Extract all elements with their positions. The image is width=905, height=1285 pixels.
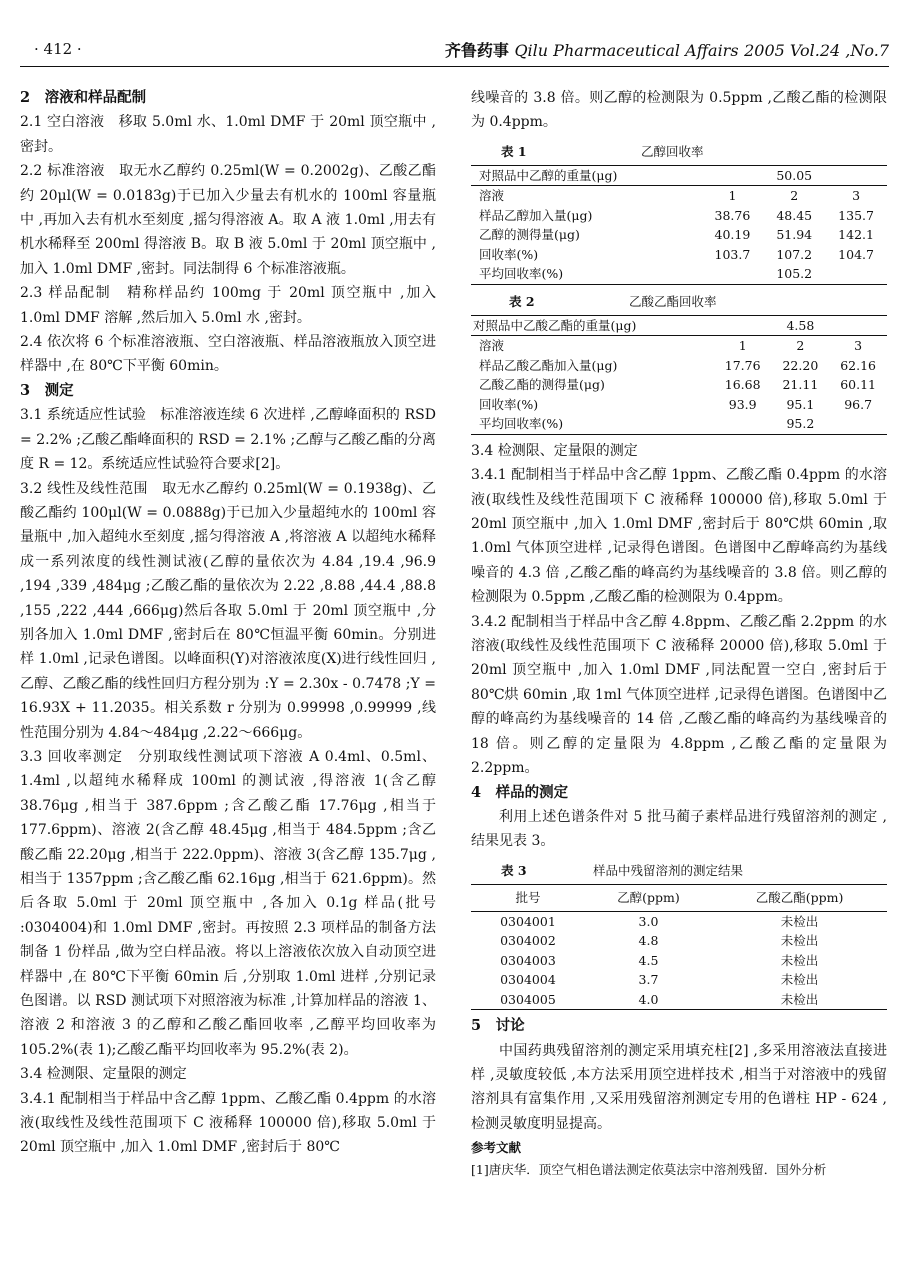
table-2-ref-value: 4.58 — [772, 315, 830, 336]
table-3-title: 样品中残留溶剂的测定结果 — [593, 862, 744, 878]
table-1-title: 乙醇回收率 — [641, 143, 704, 159]
table-row — [471, 225, 887, 245]
table-row — [471, 206, 887, 226]
table-3-caption — [471, 860, 887, 882]
table-1-number: 表 1 — [501, 143, 527, 159]
table-cell: 0304002 — [500, 933, 556, 949]
table-row-label: 回收率(%) — [479, 246, 539, 262]
table-cell: 103.7 — [714, 246, 751, 262]
table-cell: 未检出 — [712, 990, 887, 1010]
table-2-number: 表 2 — [509, 293, 535, 309]
section-3-2: 3.2 线性及线性范围 取无水乙醇约 0.25ml(W = 0.1938g)、乙酸乙酯约 100μl(W = 0.0888g)于已加入少量超纯水的 100ml 容量瓶中 ,加入超纯水至刻度 ,摇匀得溶液 A ,将溶液 A 以超纯水稀释成一系列浓度的线性测试液(乙醇的量依次为 4.84 ,19.4 ,96.9 ,194 ,339 ,484μg ;乙酸乙酯的量依次为 2.22 ,8.88 ,44.4 ,88.8 ,155 ,222 ,444 ,666μg)然后各取 5.0ml 于 20ml 顶空瓶中 ,分别各加入 1.0ml DMF ,密封后在 80℃恒温平衡 60min。分别进样 1.0ml ,记录色谱图。以峰面积(Y)对溶液浓度(X)进行线性回归 ,乙醇、乙酸乙酯的线性回归方程分别为 :Y = 2.30x - 0.7478 ;Y = 16.93X + 11.2035。相关系数 r 分别为 0.99998 ,0.99999 ,线性范围分别为 4.84～484μg ,2.22～666μg。 — [20, 480, 436, 741]
table-cell: 0304001 — [500, 913, 556, 929]
table-row — [471, 375, 887, 395]
table-cell: 3 — [829, 336, 887, 356]
table-cell: 1 — [714, 336, 772, 356]
continued-text: 线噪音的 3.8 倍。则乙醇的检测限为 0.5ppm ,乙酸乙酯的检测限为 0.4ppm。 — [471, 90, 887, 131]
table-row — [471, 395, 887, 415]
table-cell: 107.2 — [776, 246, 813, 262]
section-4-heading: 4 样品的测定 — [471, 783, 569, 801]
section-3-heading: 3 测定 — [20, 381, 74, 399]
table-cell: 60.11 — [840, 377, 877, 393]
table-1-solution-label: 溶液 — [471, 186, 702, 206]
left-column — [20, 86, 436, 1285]
section-2-3: 2.3 样品配制 精称样品约 100mg 于 20ml 顶空瓶中 ,加入 1.0ml DMF 溶解 ,然后加入 5.0ml 水 ,密封。 — [20, 285, 436, 326]
table-cell: 未检出 — [780, 933, 819, 949]
table-3-number: 表 3 — [501, 862, 527, 878]
table-1-caption — [471, 141, 887, 163]
table-cell: 22.20 — [782, 357, 819, 373]
table-cell: 21.11 — [782, 377, 819, 393]
table-cell: 2 — [763, 186, 825, 206]
table-cell: 4.8 — [638, 933, 659, 949]
section-3-4-2: 3.4.2 配制相当于样品中含乙醇 4.8ppm、乙酸乙酯 2.2ppm 的水溶液(取线性及线性范围项下 C 液稀释 20000 倍),移取 5.0ml 于 20ml 顶空瓶中 ,加入 1.0ml DMF ,同法配置一空白 ,密封后于 80℃烘 60min ,取 1ml 气体顶空进样 ,记录得色谱图。色谱图中乙醇的峰高约为基线噪音的 14 倍 ,乙酸乙酯的峰高约为基线噪音的 18 倍。则乙醇的定量限为 4.8ppm ,乙酸乙酯的定量限为 2.2ppm。 — [471, 613, 887, 777]
table-1-avg-label: 平均回收率(%) — [471, 264, 702, 284]
references-heading: 参考文献 — [471, 1140, 522, 1156]
table-row-label: 样品乙酸乙酯加入量(μg) — [479, 357, 618, 373]
table-cell: 93.9 — [728, 396, 757, 412]
table-cell: 96.7 — [844, 396, 873, 412]
table-cell: 3.0 — [638, 913, 659, 929]
table-row — [471, 970, 887, 990]
table-row-label: 乙酸乙酯的测得量(μg) — [479, 377, 605, 393]
table-row — [471, 356, 887, 376]
table-row — [471, 990, 887, 1010]
right-column — [471, 86, 887, 1285]
section-2-2: 2.2 标准溶液 取无水乙醇约 0.25ml(W = 0.2002g)、乙酸乙酯约 20μl(W = 0.0183g)于已加入少量去有机水的 100ml 容量瓶中 ,再加入去有机水至刻度 ,摇匀得溶液 A。取 A 液 1.0ml ,用去有机水稀释至 200ml 得溶液 B。取 B 液 5.0ml 于 20ml 顶空瓶中 ,加入 1.0ml DMF ,密封。同法制得 6 个标准溶液瓶。 — [20, 163, 436, 277]
table-2-avg-value: 95.2 — [772, 414, 830, 434]
table-cell: 0304004 — [500, 972, 556, 988]
reference-1: [1]唐庆华．顶空气相色谱法测定依莫法宗中溶剂残留．国外分析 — [471, 1162, 827, 1178]
table-cell: 40.19 — [714, 227, 751, 243]
header-rule — [20, 66, 889, 67]
page-number: · 412 · — [34, 40, 82, 58]
journal-name-cn: 齐鲁药事 — [444, 41, 509, 60]
table-row-label: 乙醇的测得量(μg) — [479, 227, 580, 243]
table-cell: 4.0 — [585, 990, 712, 1010]
table-1-ref-value: 50.05 — [763, 165, 825, 186]
table-2-avg-label: 平均回收率(%) — [471, 414, 714, 434]
section-3-3: 3.3 回收率测定 分别取线性测试项下溶液 A 0.4ml、0.5ml、1.4ml ,以超纯水稀释成 100ml 的测试液 ,得溶液 1(含乙醇 38.76μg ,相当于 387.6ppm ;含乙酸乙酯 17.76μg ,相当于 177.6ppm)、溶液 2(含乙醇 48.45μg ,相当于 484.5ppm ;含乙酸乙酯 22.20μg ,相当于 222.0ppm)、溶液 3(含乙醇 135.7μg ,相当于 1357ppm ;含乙酸乙酯 62.16μg ,相当于 621.6ppm)。然后各取 5.0ml 于 20ml 顶空瓶中 ,各加入 0.1g 样品(批号 :0304004)和 1.0ml DMF ,密封。再按照 2.3 项样品的制备方法制备 1 份样品 ,做为空白样品液。将以上溶液依次放入自动顶空进样器中 ,在 80℃下平衡 60min 后 ,分别取 1.0ml 进样 ,分别记录色图谱。以 RSD 测试项下对照溶液为标准 ,计算加样品的溶液 1、溶液 2 和溶液 3 的乙醇和乙酸乙酯回收率 ,乙醇平均回收率为 105.2%(表 1);乙酸乙酯平均回收率为 95.2%(表 2)。 — [20, 748, 436, 1058]
table-row — [471, 951, 887, 971]
table-row — [471, 911, 887, 931]
table-cell: 95.1 — [786, 396, 815, 412]
section-2-1: 2.1 空白溶液 移取 5.0ml 水、1.0ml DMF 于 20ml 顶空瓶中 ,密封。 — [20, 114, 436, 155]
section-3-4-heading: 3.4 检测限、定量限的测定 — [20, 1066, 187, 1083]
table-cell: 4.5 — [638, 952, 659, 968]
table-3-header-batch: 批号 — [471, 884, 585, 911]
table-cell: 0304003 — [500, 952, 556, 968]
section-3-4-1-right: 3.4.1 配制相当于样品中含乙醇 1ppm、乙酸乙酯 0.4ppm 的水溶液(取线性及线性范围项下 C 液稀释 100000 倍),移取 5.0ml 于 20ml 顶空瓶中 ,加入 1.0ml DMF ,密封后于 80℃烘 60min ,取 1.0ml 气体顶空进样 ,记录得色谱图。色谱图中乙醇峰高约为基线噪音的 4.3 倍 ,乙酸乙酯的峰高约为基线噪音的 3.8 倍。则乙醇的检测限为 0.5ppm ,乙酸乙酯的检测限为 0.4ppm。 — [471, 467, 887, 606]
table-2-caption — [471, 291, 887, 313]
table-cell: 2 — [772, 336, 830, 356]
table-cell: 48.45 — [776, 207, 813, 223]
table-1-avg-value: 105.2 — [763, 264, 825, 284]
journal-name-en: Qilu Pharmaceutical Affairs — [514, 41, 739, 60]
table-cell: 未检出 — [780, 972, 819, 988]
table-cell: 17.76 — [724, 357, 761, 373]
table-cell: 16.68 — [724, 377, 761, 393]
section-3-1: 3.1 系统适应性试验 标准溶液连续 6 次进样 ,乙醇峰面积的 RSD = 2.2% ;乙酸乙酯峰面积的 RSD = 2.1% ;乙醇与乙酸乙酯的分离度 R = 12。系统适应性试验符合要求[2]。 — [20, 407, 436, 473]
table-cell: 3 — [825, 186, 887, 206]
table-cell: 未检出 — [780, 952, 819, 968]
journal-issue: 2005 Vol.24 ,No.7 — [744, 41, 889, 60]
table-cell: 51.94 — [776, 227, 813, 243]
table-cell: 未检出 — [780, 913, 819, 929]
table-cell: 104.7 — [838, 246, 874, 262]
page-header — [20, 36, 889, 64]
table-3-header-ethanol: 乙醇(ppm) — [585, 884, 712, 911]
table-cell: 142.1 — [838, 227, 874, 243]
table-row — [471, 414, 887, 434]
journal-title — [445, 38, 889, 61]
section-4-text: 利用上述色谱条件对 5 批马蔺子素样品进行残留溶剂的测定 ,结果见表 3。 — [471, 808, 887, 850]
table-2-ref-label: 对照品中乙酸乙酯的重量(μg) — [471, 315, 714, 336]
table-cell: 1 — [702, 186, 764, 206]
section-5-text: 中国药典残留溶剂的测定采用填充柱[2] ,多采用溶液法直接进样 ,灵敏度较低 ,本方法采用顶空进样技术 ,相当于对溶液中的残留溶剂具有富集作用 ,又采用残留溶剂测定专用的色谱柱 HP - 624 ,检测灵敏度明显提高。 — [471, 1042, 887, 1132]
table-3 — [471, 884, 887, 1011]
table-1 — [471, 165, 887, 285]
section-3-4-heading-right: 3.4 检测限、定量限的测定 — [471, 442, 638, 459]
table-cell: 0304005 — [471, 990, 585, 1010]
table-row — [471, 245, 887, 265]
section-3-4-1: 3.4.1 配制相当于样品中含乙醇 1ppm、乙酸乙酯 0.4ppm 的水溶液(取线性及线性范围项下 C 液稀释 100000 倍),移取 5.0ml 于 20ml 顶空瓶中 ,加入 1.0ml DMF ,密封后于 80℃ — [20, 1090, 436, 1156]
section-2-4: 2.4 依次将 6 个标准溶液瓶、空白溶液瓶、样品溶液瓶放入顶空进样器中 ,在 80℃下平衡 60min。 — [20, 334, 436, 375]
table-2-title: 乙酸乙酯回收率 — [629, 293, 717, 309]
section-2-heading: 2 溶液和样品配制 — [20, 89, 147, 106]
table-row-label: 回收率(%) — [479, 396, 539, 412]
table-row — [471, 264, 887, 284]
table-cell: 38.76 — [714, 207, 751, 223]
table-cell: 135.7 — [838, 207, 874, 223]
table-2-solution-label: 溶液 — [471, 336, 714, 356]
table-2 — [471, 315, 887, 435]
table-cell: 3.7 — [638, 972, 659, 988]
table-row — [471, 931, 887, 951]
table-row-label: 样品乙醇加入量(μg) — [479, 207, 593, 223]
table-1-ref-label: 对照品中乙醇的重量(μg) — [471, 165, 702, 186]
table-cell: 62.16 — [840, 357, 877, 373]
section-5-heading: 5 讨论 — [471, 1017, 525, 1035]
table-3-header-ethyl-acetate: 乙酸乙酯(ppm) — [712, 884, 887, 911]
